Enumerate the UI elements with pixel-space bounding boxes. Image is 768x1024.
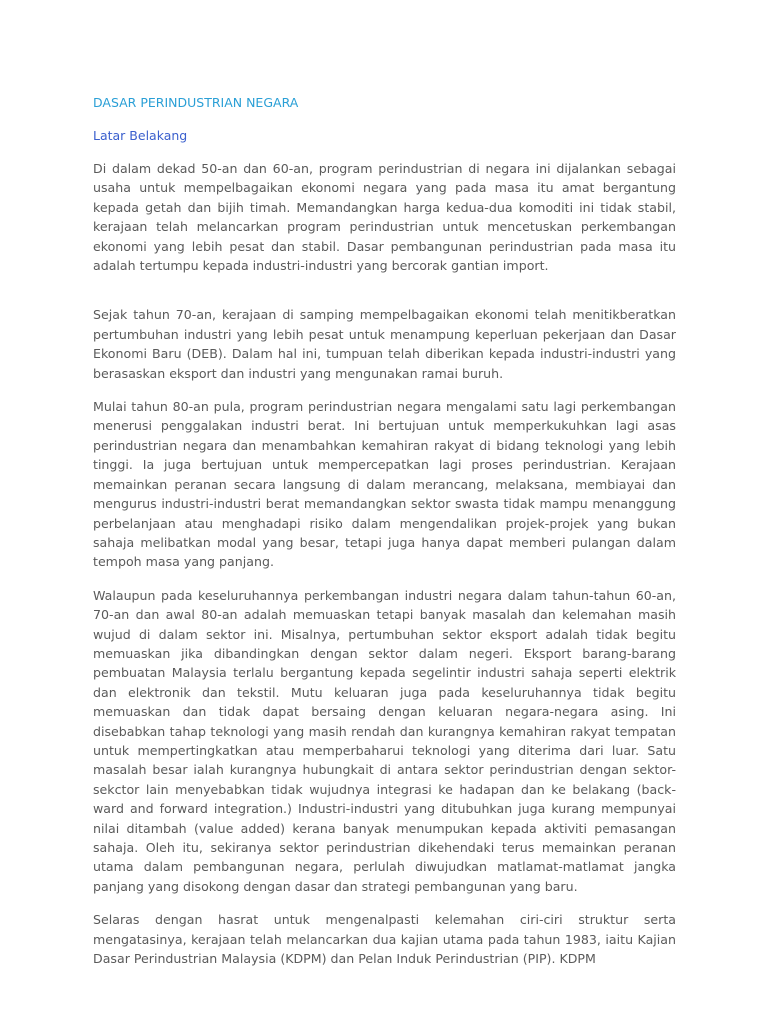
paragraph-1: Di dalam dekad 50-an dan 60-an, program perindustrian di negara ini dijalankan sebagai usaha untuk mempelbagaikan ekonomi negara yang pada masa itu amat bergantung kepada getah dan bijih timah. Memandangkan harga kedua-dua komoditi ini tidak stabil, kerajaan telah melancarkan program perindustrian untuk mencetuskan perkembangan ekonomi yang lebih pesat dan stabil. Dasar pembangunan perindustrian pada masa itu adalah tertumpu kepada industri-industri yang bercorak gantian import. (93, 161, 676, 274)
paragraph-2: Sejak tahun 70-an, kerajaan di samping mempelbagaikan ekonomi telah menitikberatkan pertumbuhan industri yang lebih pesat untuk menampung keperluan pekerjaan dan Dasar Ekonomi Baru (DEB). Dalam hal ini, tumpuan telah diberikan kepada industri-industri yang berasaskan eksport dan industri yang mengunakan ramai buruh. (93, 307, 676, 381)
paragraph-4: Walaupun pada keseluruhannya perkembangan industri negara dalam tahun-tahun 60-an, 70-an dan awal 80-an adalah memuaskan tetapi banyak masalah dan kelemahan masih wujud di dalam sektor ini. Misalnya, pertumbuhan sektor eksport adalah tidak begitu memuaskan jika dibandingkan dengan sektor dalam negeri. Eksport barang-barang pembuatan Malaysia terlalu bergantung kepada segelintir industri sahaja seperti elektrik dan elektronik dan tekstil. Mutu keluaran juga pada keseluruhannya tidak begitu memuaskan dan tidak dapat bersaing dengan keluaran negara-negara asing. Ini disebabkan tahap teknologi yang masih rendah dan kurangnya kemahiran rakyat tempatan untuk mempertingkatkan atau memperbaharui teknologi yang diterima dari luar. Satu masalah besar ialah kurangnya hubungkait di antara sektor perindustrian dengan sektor-sekctor lain menyebabkan tidak wujudnya integrasi ke hadapan dan ke belakang (back-ward and forward integration.) Industri-industri yang ditubuhkan juga kurang mempunyai nilai ditambah (value added) kerana banyak menumpukan kepada aktiviti pemasangan sahaja. Oleh itu, sekiranya sektor perindustrian dikehendaki terus memainkan peranan utama dalam pembangunan negara, perlulah diwujudkan matlamat-matlamat jangka panjang yang disokong dengan dasar dan strategi pembangunan yang baru. (93, 587, 676, 894)
document-page (93, 94, 676, 982)
paragraph-3: Mulai tahun 80-an pula, program perindustrian negara mengalami satu lagi perkembangan menerusi penggalakan industri berat. Ini bertujuan untuk memperkukuhkan lagi asas perindustrian negara dan menambahkan kemahiran rakyat di bidang teknologi yang lebih tinggi. Ia juga bertujuan untuk mempercepatkan lagi proses perindustrian. Kerajaan memainkan peranan secara langsung di dalam merancang, melaksana, membiayai dan mengurus industri-industri berat memandangkan sektor swasta tidak mampu menanggung perbelanjaan atau menghadapi risiko dalam mengendalikan projek-projek yang bukan sahaja melibatkan modal yang besar, tetapi juga hanya dapat memberi pulangan dalam tempoh masa yang panjang. (93, 399, 676, 570)
document-title: DASAR PERINDUSTRIAN NEGARA (93, 95, 299, 110)
section-heading: Latar Belakang (93, 128, 188, 143)
paragraph-5: Selaras dengan hasrat untuk mengenalpasti kelemahan ciri-ciri struktur serta mengatasinya, kerajaan telah melancarkan dua kajian utama pada tahun 1983, iaitu Kajian Dasar Perindustrian Malaysia (KDPM) dan Pelan Induk Perindustrian (PIP). KDPM (93, 912, 676, 967)
